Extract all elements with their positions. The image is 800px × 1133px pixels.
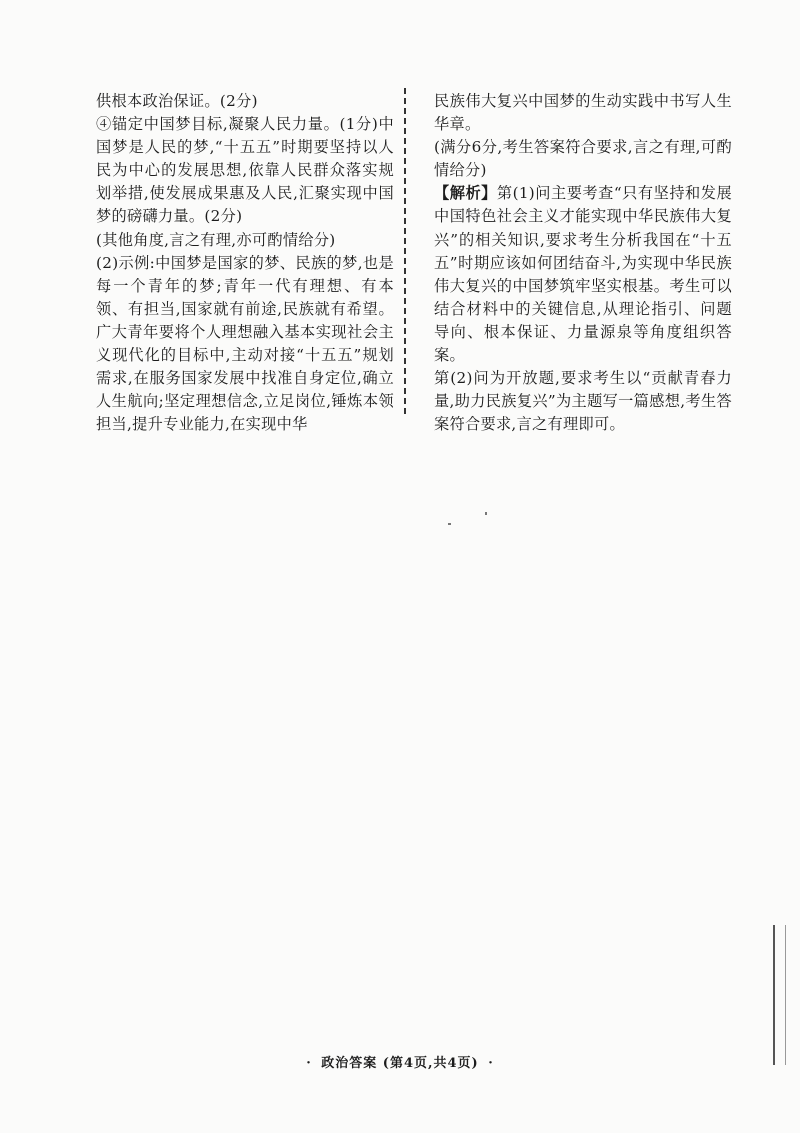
footer-text: 政治答案 (第4页,共4页): [321, 1056, 479, 1071]
right-paragraph-1: 民族伟大复兴中国梦的生动实践中书写人生华章。: [434, 92, 732, 134]
right-column: [434, 90, 732, 436]
footer-bullet-right: ·: [488, 1056, 494, 1071]
right-paragraph-2: (满分6分,考生答案符合要求,言之有理,可酌情给分): [434, 138, 732, 180]
scan-edge-artifact: [773, 925, 786, 1065]
footer-bullet-left: ·: [306, 1056, 312, 1071]
scan-speck: [485, 512, 487, 515]
analysis-tag: 【解析】: [434, 184, 497, 203]
page-footer: [0, 1052, 800, 1071]
left-paragraph-3: (其他角度,言之有理,亦可酌情给分): [96, 230, 336, 249]
scan-speck: [448, 523, 451, 525]
analysis-paragraph: [434, 182, 732, 367]
left-column: [96, 90, 394, 436]
right-paragraph-4: 第(2)问为开放题,要求考生以“贡献青春力量,助力民族复兴”为主题写一篇感想,考生答案符合要求,言之有理即可。: [434, 369, 732, 434]
left-paragraph-4: (2)示例:中国梦是国家的梦、民族的梦,也是每一个青年的梦;青年一代有理想、有本领、有担当,国家就有前途,民族就有希望。广大青年要将个人理想融入基本实现社会主义现代化的目标中,主动对接“十五五”规划需求,在服务国家发展中找准自身定位,确立人生航向;坚定理想信念,立足岗位,锤炼本领担当,提升专业能力,在实现中华: [96, 253, 394, 434]
analysis-text: 第(1)问主要考查“只有坚持和发展中国特色社会主义才能实现中华民族伟大复兴”的相关知识,要求考生分析我国在“十五五”时期应该如何团结奋斗,为实现中华民族伟大复兴的中国梦筑牢坚实根基。考生可以结合材料中的关键信息,从理论指引、问题导向、根本保证、力量源泉等角度组织答案。: [434, 184, 732, 365]
left-paragraph-2: ④锚定中国梦目标,凝聚人民力量。(1分)中国梦是人民的梦,“十五五”时期要坚持以人民为中心的发展思想,依靠人民群众落实规划举措,使发展成果惠及人民,汇聚实现中国梦的磅礴力量。(2分): [96, 115, 394, 226]
column-divider: [404, 88, 406, 414]
left-paragraph-1: 供根本政治保证。(2分): [96, 92, 258, 110]
